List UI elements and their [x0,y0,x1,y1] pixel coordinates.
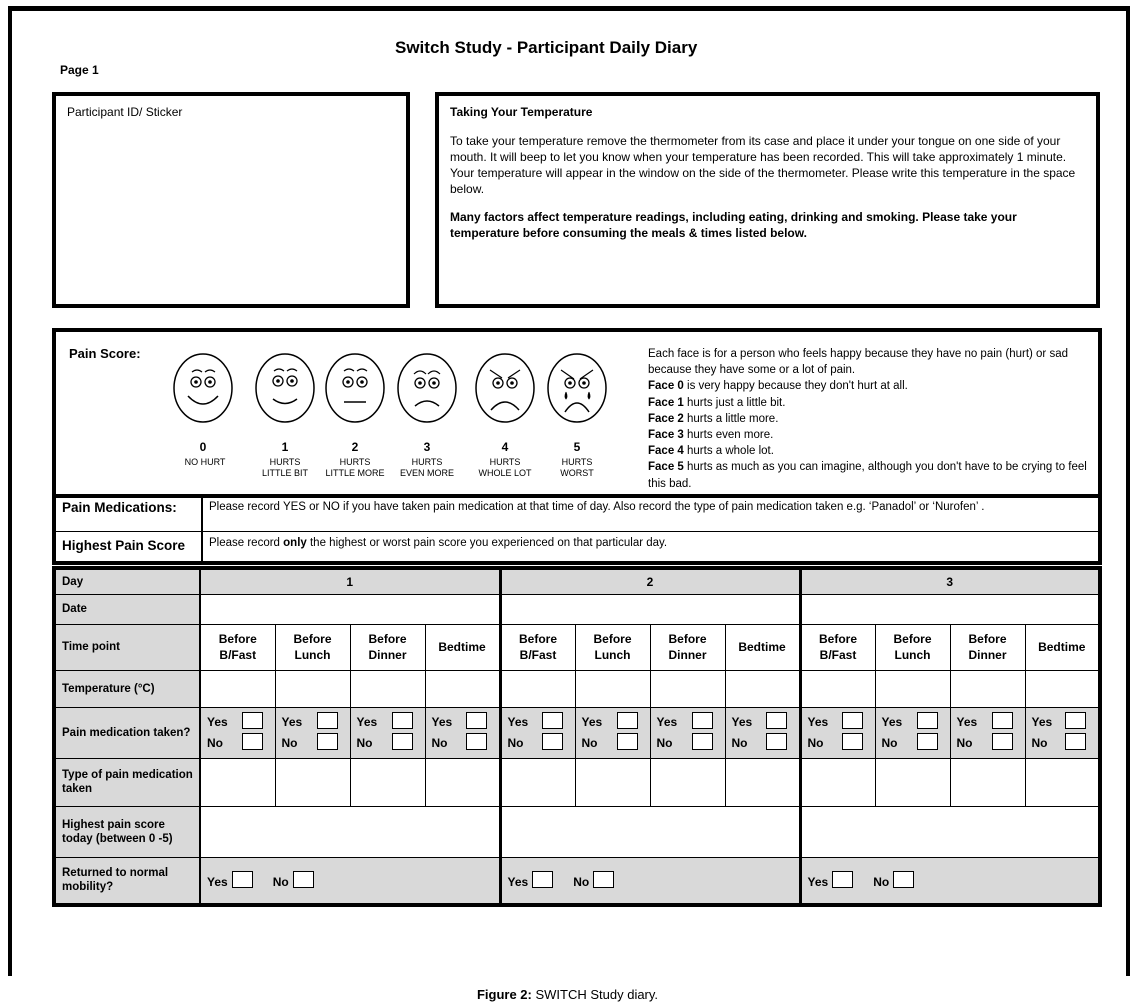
yes-checkbox[interactable] [542,712,563,729]
yes-label: Yes [807,714,829,729]
day-2-medication-type-field-1[interactable] [500,758,575,806]
day-2-highest-pain-field[interactable] [500,806,800,857]
no-checkbox[interactable] [466,733,487,750]
day-3-medication-yes-no-4 [1025,707,1100,758]
day-3-medication-yes-no-2 [875,707,950,758]
day-1-medication-type-field-1[interactable] [200,758,275,806]
no-label: No [507,735,524,750]
yes-checkbox[interactable] [466,712,487,729]
yes-checkbox[interactable] [1065,712,1086,729]
face-4-icon [474,352,536,424]
day-2-medication-yes-no-1 [500,707,575,758]
day-2-temperature-field-1[interactable] [500,670,575,707]
no-label: No [656,735,673,750]
day-3-temperature-field-3[interactable] [950,670,1025,707]
day-1-medication-type-field-3[interactable] [350,758,425,806]
participant-id-box[interactable] [52,92,410,308]
pain-scale-description [648,346,1098,492]
pain-medications-label: Pain Medications: [62,500,177,515]
yes-checkbox[interactable] [692,712,713,729]
type-of-medication-row [54,758,1100,806]
no-label: No [807,735,824,750]
day-row [54,568,1100,594]
no-checkbox[interactable] [617,733,638,750]
highest-pain-score-row [56,532,1098,561]
face-4-description: Face 4 hurts a whole lot. [648,445,774,458]
face-0-icon [172,352,234,424]
page-title: Switch Study - Participant Daily Diary [395,38,698,57]
yes-checkbox[interactable] [617,712,638,729]
day-3-medication-type-field-4[interactable] [1025,758,1100,806]
no-checkbox[interactable] [893,871,914,888]
face-1-caption: HURTS LITTLE BIT [261,457,308,478]
yes-label: Yes [581,714,603,729]
day-2-header: 2 [500,568,800,594]
yes-checkbox[interactable] [992,712,1013,729]
day-1-temperature-field-1[interactable] [200,670,275,707]
yes-label: Yes [207,875,228,890]
face-3-description: Face 3 hurts even more. [648,429,774,442]
highest-pain-score-instruction: Please record only the highest or worst pain score you experienced on that particular day. [209,537,668,549]
face-3-number: 3 [423,440,431,454]
face-0-description: Face 0 is very happy because they don't hurt at all. [648,380,908,393]
no-checkbox[interactable] [392,733,413,750]
yes-label: Yes [807,875,829,890]
no-label: No [281,735,298,750]
face-2-icon [324,352,386,424]
yes-label: Yes [731,714,753,729]
face-5-caption: HURTS WORST [560,457,594,478]
day-2-medication-yes-no-2 [575,707,650,758]
day-2-time-point-2: Before Lunch [575,624,650,670]
day-1-date-field[interactable] [200,594,500,624]
face-0-number: 0 [199,440,207,454]
type-of-medication-label: Type of pain medication taken [54,758,200,806]
face-1-number: 1 [281,440,289,454]
day-label: Day [54,568,200,594]
day-3-date-field[interactable] [800,594,1100,624]
day-1-temperature-field-2[interactable] [275,670,350,707]
face-4-caption: HURTS WHOLE LOT [478,457,532,478]
day-3-temperature-field-4[interactable] [1025,670,1100,707]
day-1-time-point-1: Before B/Fast [200,624,275,670]
day-1-highest-pain-field[interactable] [200,806,500,857]
pain-medication-taken-row [54,707,1100,758]
yes-checkbox[interactable] [917,712,938,729]
temperature-instructions-box [435,92,1100,308]
day-1-time-point-4: Bedtime [425,624,500,670]
yes-label: Yes [1031,714,1053,729]
no-checkbox[interactable] [293,871,314,888]
no-label: No [873,875,890,890]
day-3-medication-type-field-3[interactable] [950,758,1025,806]
face-2-caption: HURTS LITTLE MORE [325,457,385,478]
page-number: Page 1 [60,63,99,77]
figure-caption: Figure 2: SWITCH Study diary. [476,987,659,1002]
yes-label: Yes [356,714,378,729]
no-checkbox[interactable] [992,733,1013,750]
face-0-caption: NO HURT [184,457,226,467]
yes-checkbox[interactable] [232,871,253,888]
yes-label: Yes [281,714,303,729]
yes-label: Yes [656,714,678,729]
no-checkbox[interactable] [542,733,563,750]
no-checkbox[interactable] [317,733,338,750]
day-3-temperature-field-2[interactable] [875,670,950,707]
day-3-highest-pain-field[interactable] [800,806,1100,857]
highest-pain-score-label: Highest Pain Score [62,538,186,553]
day-1-temperature-field-3[interactable] [350,670,425,707]
day-2-medication-type-field-4[interactable] [725,758,800,806]
yes-checkbox[interactable] [842,712,863,729]
yes-checkbox[interactable] [766,712,787,729]
no-label: No [272,875,289,890]
face-4-number: 4 [501,440,509,454]
temperature-warning: Many factors affect temperature readings, including eating, drinking and smoking. Please take your temperature before consuming the meals & times listed below. [450,210,1017,240]
day-3-header: 3 [800,568,1100,594]
day-1-time-point-3: Before Dinner [350,624,425,670]
day-2-medication-yes-no-4 [725,707,800,758]
date-label: Date [54,594,200,624]
yes-label: Yes [956,714,978,729]
day-2-date-field[interactable] [500,594,800,624]
day-2-medication-type-field-2[interactable] [575,758,650,806]
face-5-icon [546,352,608,424]
yes-label: Yes [431,714,453,729]
face-3-caption: HURTS EVEN MORE [399,457,454,478]
yes-checkbox[interactable] [392,712,413,729]
no-checkbox[interactable] [842,733,863,750]
pain-score-label: Pain Score: [69,346,141,361]
day-1-medication-yes-no-4 [425,707,500,758]
participant-id-label: Participant ID/ Sticker [67,105,183,119]
day-2-returned-mobility [500,857,800,905]
highest-pain-score-today-row [54,806,1100,857]
day-1-header: 1 [200,568,500,594]
temperature-row [54,670,1100,707]
day-1-time-point-2: Before Lunch [275,624,350,670]
no-label: No [956,735,973,750]
face-1-description: Face 1 hurts just a little bit. [648,396,786,409]
pain-scale-intro: Each face is for a person who feels happy because they have no pain (hurt) or sad because they have some or a lot of pain. [648,348,1069,377]
returned-mobility-row [54,857,1100,905]
day-1-medication-yes-no-2 [275,707,350,758]
day-3-medication-type-field-1[interactable] [800,758,875,806]
pain-medications-instruction: Please record YES or NO if you have taken pain medication at that time of day. Also record the type of pain medication taken e.g. ‘Panadol’ or ‘Nurofen’ . [209,501,985,513]
pain-score-section [52,328,1102,565]
day-3-time-point-3: Before Dinner [950,624,1025,670]
day-3-temperature-field-1[interactable] [800,670,875,707]
day-1-medication-type-field-2[interactable] [275,758,350,806]
day-2-medication-yes-no-3 [650,707,725,758]
day-1-medication-yes-no-1 [200,707,275,758]
yes-checkbox[interactable] [317,712,338,729]
no-label: No [207,735,223,750]
highest-pain-score-today-label: Highest pain score today (between 0 -5) [54,806,200,857]
day-2-time-point-4: Bedtime [725,624,800,670]
no-label: No [581,735,598,750]
day-2-temperature-field-4[interactable] [725,670,800,707]
no-label: No [1031,735,1048,750]
day-1-returned-mobility [200,857,500,905]
temperature-instructions: To take your temperature remove the thermometer from its case and place it under your tongue on one side of your mouth. It will beep to let you know when your temperature has been recorded. This will take approximately 1 minute. Your temperature will appear in the window on the side of the thermometer. Please write this temperature in the space below. [450,134,1076,196]
no-checkbox[interactable] [766,733,787,750]
day-1-medication-yes-no-3 [350,707,425,758]
no-checkbox[interactable] [593,871,614,888]
no-label: No [731,735,748,750]
face-3-icon [396,352,458,424]
day-2-medication-type-field-3[interactable] [650,758,725,806]
diary-grid [52,566,1102,907]
no-checkbox[interactable] [1065,733,1086,750]
time-point-row [54,624,1100,670]
yes-checkbox[interactable] [242,712,263,729]
face-5-number: 5 [573,440,581,454]
no-checkbox[interactable] [242,733,263,750]
day-1-medication-type-field-4[interactable] [425,758,500,806]
face-2-number: 2 [351,440,359,454]
face-1-icon [254,352,316,424]
no-label: No [573,875,590,890]
no-label: No [356,735,373,750]
no-checkbox[interactable] [917,733,938,750]
pain-medications-row [56,494,1098,532]
day-3-returned-mobility [800,857,1100,905]
face-5-description: Face 5 hurts as much as you can imagine, although you don't have to be crying to feel this bad. [648,461,1087,490]
day-3-medication-type-field-2[interactable] [875,758,950,806]
temperature-label: Temperature (°C) [54,670,200,707]
yes-label: Yes [207,714,228,729]
no-label: No [431,735,448,750]
no-checkbox[interactable] [692,733,713,750]
yes-checkbox[interactable] [832,871,853,888]
returned-mobility-label: Returned to normal mobility? [54,857,200,905]
day-2-temperature-field-3[interactable] [650,670,725,707]
day-3-time-point-2: Before Lunch [875,624,950,670]
temperature-heading: Taking Your Temperature [450,105,593,119]
day-3-medication-yes-no-1 [800,707,875,758]
yes-label: Yes [507,714,529,729]
day-2-temperature-field-2[interactable] [575,670,650,707]
face-2-description: Face 2 hurts a little more. [648,412,779,425]
time-point-label: Time point [54,624,200,670]
no-label: No [881,735,898,750]
day-3-time-point-4: Bedtime [1025,624,1100,670]
day-2-time-point-3: Before Dinner [650,624,725,670]
day-2-time-point-1: Before B/Fast [500,624,575,670]
day-3-time-point-1: Before B/Fast [800,624,875,670]
yes-label: Yes [507,875,529,890]
day-3-medication-yes-no-3 [950,707,1025,758]
yes-label: Yes [881,714,903,729]
date-row [54,594,1100,624]
day-1-temperature-field-4[interactable] [425,670,500,707]
yes-checkbox[interactable] [532,871,553,888]
pain-medication-taken-label: Pain medication taken? [54,707,200,758]
